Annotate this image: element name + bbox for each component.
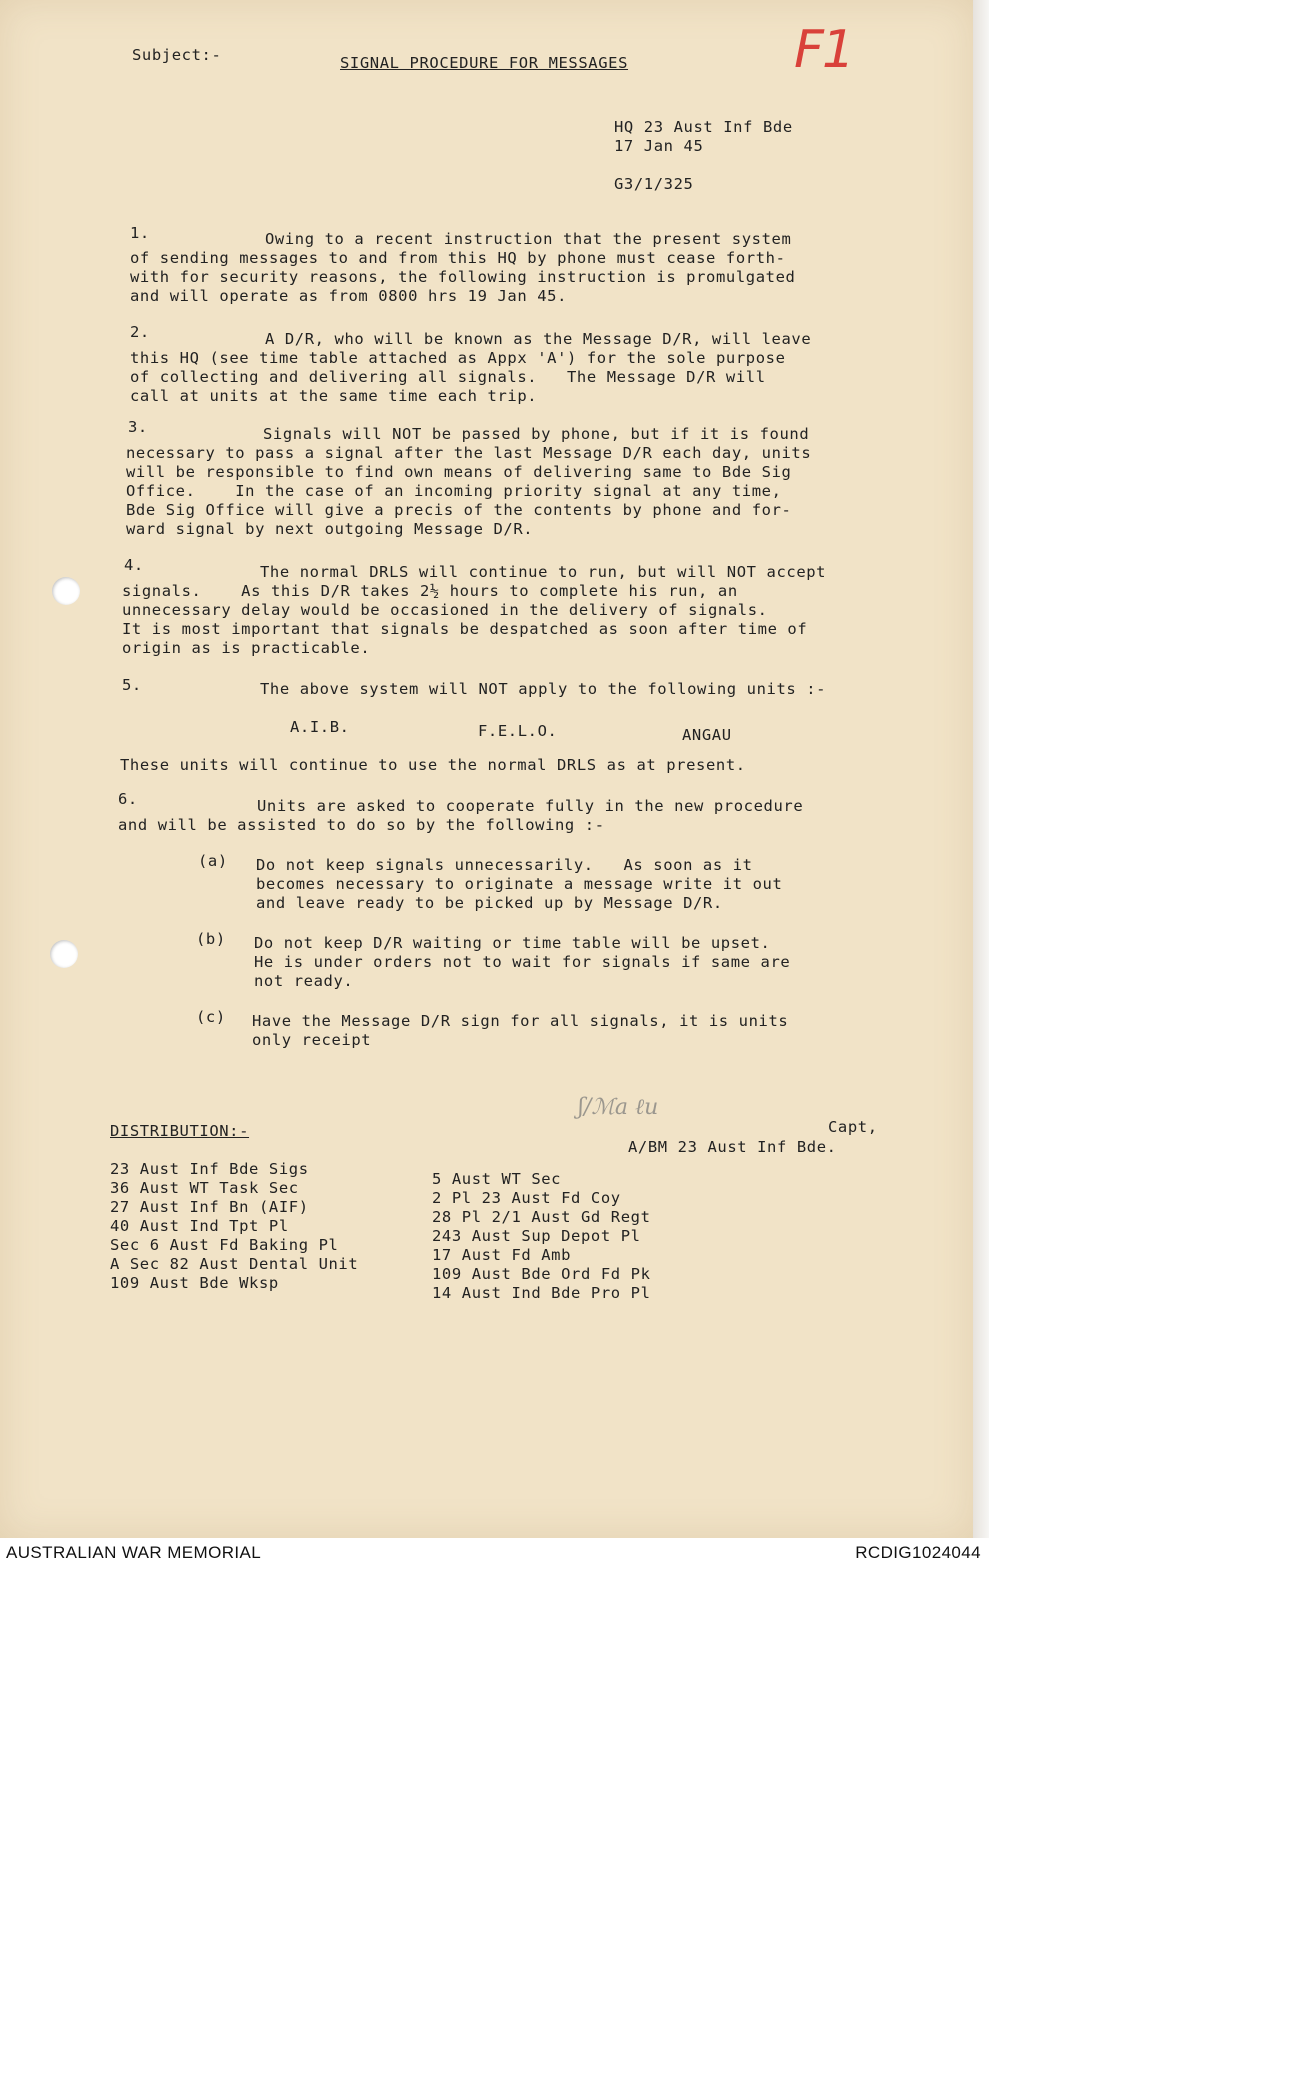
paragraph-2: A D/R, who will be known as the Message D/R, will leave this HQ (see time table attached as Appx 'A') for the sole purpose of collecting and delivering all signals. The Message D/R will call at units at the same time each trip.	[130, 330, 812, 405]
date-line: 17 Jan 45	[614, 137, 704, 155]
sub-item-label: (a)	[198, 852, 228, 870]
distribution-item: Sec 6 Aust Fd Baking Pl	[110, 1236, 339, 1254]
page-edge	[973, 0, 989, 1538]
distribution-item: 2 Pl 23 Aust Fd Coy	[432, 1189, 621, 1207]
punch-hole	[52, 577, 80, 605]
reference-number: G3/1/325	[614, 175, 694, 193]
punch-hole	[50, 940, 78, 968]
distribution-item: 40 Aust Ind Tpt Pl	[110, 1217, 289, 1235]
paragraph-number: 2.	[130, 323, 150, 341]
exempt-note: These units will continue to use the normal DRLS as at present.	[120, 756, 746, 774]
signature-rank: Capt,	[828, 1118, 878, 1136]
paragraph-4: The normal DRLS will continue to run, but will NOT accept signals. As this D/R takes 2½ hours to complete his run, an unnecessary delay would be occasioned in the delivery of signals. It is most important that signals be despatched as soon after time of origin as is practicable.	[122, 563, 827, 657]
paragraph-5: The above system will NOT apply to the following units :-	[260, 680, 827, 698]
footer-source: AUSTRALIAN WAR MEMORIAL	[6, 1543, 262, 1562]
distribution-item: 243 Aust Sup Depot Pl	[432, 1227, 641, 1245]
subject-label: Subject:-	[132, 46, 222, 64]
paragraph-number: 5.	[122, 676, 142, 694]
paragraph-number: 4.	[124, 556, 144, 574]
distribution-item: 17 Aust Fd Amb	[432, 1246, 572, 1264]
distribution-list-right	[432, 1170, 651, 1303]
exempt-unit: A.I.B.	[290, 718, 350, 736]
distribution-list-left	[110, 1160, 358, 1293]
hq-line: HQ 23 Aust Inf Bde	[614, 118, 793, 136]
distribution-title: DISTRIBUTION:-	[110, 1122, 250, 1140]
sub-item-label: (c)	[196, 1008, 226, 1026]
distribution-item: 23 Aust Inf Bde Sigs	[110, 1160, 309, 1178]
distribution-item: 14 Aust Ind Bde Pro Pl	[432, 1284, 651, 1302]
paragraph-number: 3.	[128, 418, 148, 436]
subject-title: SIGNAL PROCEDURE FOR MESSAGES	[340, 54, 629, 72]
file-marker: F1	[794, 20, 853, 80]
sub-item-label: (b)	[196, 930, 226, 948]
sub-item-b: Do not keep D/R waiting or time table will be upset. He is under orders not to wait for signals if same are not ready.	[254, 934, 791, 990]
paragraph-6: Units are asked to cooperate fully in the new procedure and will be assisted to do so by the following :-	[118, 797, 804, 834]
sub-item-a: Do not keep signals unnecessarily. As soon as it becomes necessary to originate a message write it out and leave ready to be picked up by Message D/R.	[256, 856, 783, 912]
paragraph-number: 1.	[130, 224, 150, 242]
signature-appointment: A/BM 23 Aust Inf Bde.	[628, 1138, 837, 1156]
distribution-item: 28 Pl 2/1 Aust Gd Regt	[432, 1208, 651, 1226]
sub-item-c: Have the Message D/R sign for all signals, it is units only receipt	[252, 1012, 789, 1049]
paragraph-3: Signals will NOT be passed by phone, but if it is found necessary to pass a signal after the last Message D/R each day, units will be responsible to find own means of delivering same to Bde Sig Office. In the case of an incoming priority signal at any time, Bde Sig Office will give a precis of the contents by phone and for- ward signal by next outgoing Message D/R.	[126, 425, 812, 538]
handwritten-signature: ʃ/ℳa ℓu	[578, 1095, 659, 1120]
paragraph-number: 6.	[118, 790, 138, 808]
exempt-unit: F.E.L.O.	[478, 722, 558, 740]
distribution-item: 109 Aust Bde Ord Fd Pk	[432, 1265, 651, 1283]
exempt-unit: ANGAU	[682, 726, 732, 744]
distribution-item: 36 Aust WT Task Sec	[110, 1179, 299, 1197]
distribution-item: A Sec 82 Aust Dental Unit	[110, 1255, 359, 1273]
distribution-item: 109 Aust Bde Wksp	[110, 1274, 279, 1292]
distribution-item: 5 Aust WT Sec	[432, 1170, 562, 1188]
footer-id: RCDIG1024044	[855, 1543, 981, 1562]
paragraph-1: Owing to a recent instruction that the present system of sending messages to and from this HQ by phone must cease forth- with for security reasons, the following instruction is promulgated and will operate as from 0800 hrs 19 Jan 45.	[130, 230, 796, 305]
distribution-item: 27 Aust Inf Bn (AIF)	[110, 1198, 309, 1216]
